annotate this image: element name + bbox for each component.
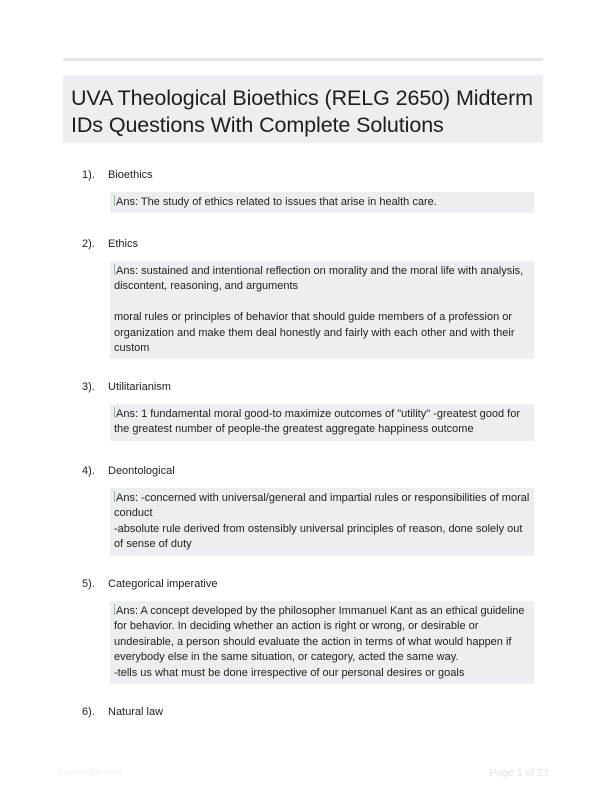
question-number: 6). (82, 706, 95, 718)
answer-marker (114, 604, 115, 615)
document-title: UVA Theological Bioethics (RELG 2650) Midterm IDs Questions With Complete Solutions (71, 86, 533, 137)
answer-text: 1 fundamental moral good-to maximize outcomes of "utility" -greatest good for the greatest number of people-the greatest aggregate happiness outcome (114, 408, 521, 436)
question-number: 2). (82, 238, 95, 250)
answer-text: -absolute rule derived from ostensibly universal principles of reason, done solely out of sense of duty (114, 522, 523, 551)
answer-prefix: Ans: (116, 492, 142, 504)
answer-prefix: Ans: (116, 196, 141, 208)
answer-box (110, 601, 534, 684)
question-term: Utilitarianism (108, 381, 171, 393)
answer-line (114, 491, 530, 522)
question-term: Natural law (108, 706, 164, 718)
answer-prefix: Ans: (116, 265, 142, 277)
answer-text: moral rules or principles of behavior that should guide members of a profession or organization and make them deal honestly and fairly with each other and with their custom (114, 311, 515, 355)
answer-box (110, 488, 534, 556)
answer-line (114, 195, 530, 210)
answer-gap (114, 295, 530, 310)
answer-line (114, 604, 530, 666)
answer-text: -tells us what must be done irrespective of our personal desires or goals (114, 666, 465, 679)
answer-text: The study of ethics related to issues that arise in health care. (140, 196, 437, 208)
question-number: 3). (82, 381, 95, 393)
answer-line (114, 264, 530, 295)
answer-prefix: Ans: (116, 605, 141, 617)
question-term: Ethics (108, 238, 138, 250)
answer-line (114, 407, 530, 438)
answer-marker (114, 491, 115, 502)
answer-box (110, 192, 534, 213)
question-number: 4). (82, 465, 95, 477)
answer-marker (114, 264, 115, 275)
answer-prefix: Ans: (116, 408, 142, 420)
question-term: Bioethics (108, 169, 153, 181)
answer-box (110, 404, 534, 441)
question-number: 5). (82, 578, 95, 590)
title-banner (63, 75, 543, 143)
answer-text: -concerned with universal/general and impartial rules or responsibilities of moral conduct (114, 492, 530, 520)
answer-marker (114, 407, 115, 418)
answer-marker (114, 195, 115, 206)
answer-text: A concept developed by the philosopher Immanuel Kant as an ethical guideline for behavior. In deciding whether an action is right or wrong, or desirable or undesirable, a person should evaluate the action in terms of what would happen if everybody else in the same situation, or category, acted the same way. (114, 605, 525, 664)
answer-box (110, 261, 534, 359)
header-divider (63, 58, 543, 61)
question-number: 1). (82, 169, 95, 181)
question-term: Deontological (108, 465, 175, 477)
answer-text: sustained and intentional reflection on morality and the moral life with analysis, discontent, reasoning, and arguments (114, 265, 524, 293)
watermark-text: Paperfolio.com (58, 767, 122, 778)
question-term: Categorical imperative (108, 578, 218, 590)
page-number: Page 1 of 23 (489, 767, 549, 779)
